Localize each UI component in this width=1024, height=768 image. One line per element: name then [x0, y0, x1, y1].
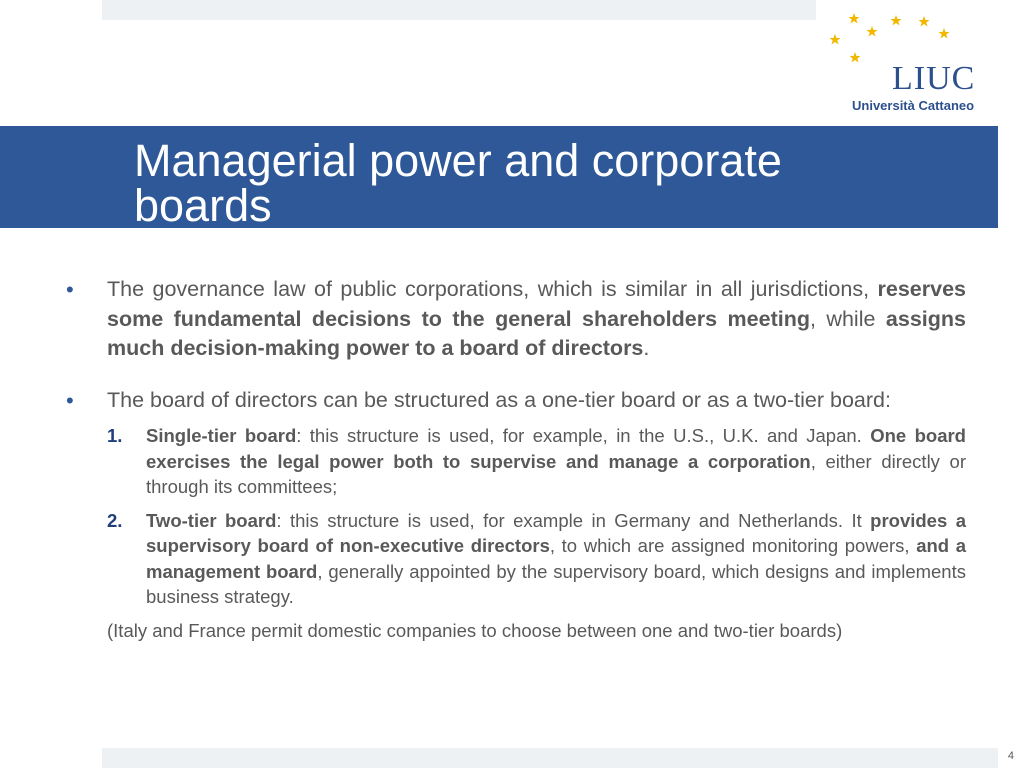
text-segment: : this structure is used, for example in Germany and Netherlands. It: [276, 509, 871, 531]
bullet-governance-law: [66, 275, 966, 364]
bullet-board-structure: [66, 386, 966, 416]
bold-text-segment: provides a supervisory board of non-executive directors: [146, 509, 966, 556]
bold-text-segment: and a management board: [146, 535, 967, 582]
bold-text-segment: assigns much decision-making power to a board of directors: [107, 306, 966, 360]
bold-text-segment: Two-tier board: [146, 509, 277, 531]
text-segment: , while: [809, 306, 886, 331]
list-number: 1.: [107, 425, 123, 446]
page-number: 4: [1007, 750, 1014, 762]
list-item-two-tier: [66, 508, 966, 610]
text-segment: , generally appointed by the supervisory board, which designs and implements business strategy.: [146, 560, 966, 607]
text-segment: , to which are assigned monitoring powers,: [549, 535, 917, 556]
slide-title: Managerial power and corporate boards: [134, 135, 782, 231]
list-item-text: [146, 510, 966, 608]
bullet-text: [107, 277, 966, 360]
italy-france-note: (Italy and France permit domestic companies to choose between one and two-tier boards): [107, 619, 843, 641]
logo-wordmark: LIUC: [892, 60, 976, 97]
text-segment: .: [643, 336, 650, 360]
list-item-single-tier: [66, 423, 966, 500]
bottom-decor-strip: [102, 748, 998, 768]
bold-text-segment: reserves some fundamental decisions to the general shareholders meeting: [107, 277, 966, 331]
bullet-dot-icon: •: [66, 277, 74, 302]
liuc-logo: [826, 10, 1006, 120]
slide-content: [66, 275, 966, 643]
text-segment: , either directly or through its committees;: [146, 450, 966, 497]
text-segment: : this structure is used, for example, in the U.S., U.K. and Japan.: [296, 425, 871, 446]
top-decor-strip: [102, 0, 816, 20]
bullet-intro: The board of directors can be structured as a one-tier board or as a two-tier board:: [107, 387, 891, 412]
bullet-dot-icon: •: [66, 387, 74, 413]
board-types-list: [66, 423, 966, 610]
list-item-text: [146, 425, 966, 497]
bold-text-segment: One board exercises the legal power both to supervise and manage a corporation: [146, 425, 966, 472]
bold-text-segment: Single-tier board: [146, 425, 297, 446]
text-segment: The governance law of public corporations, which is similar in all jurisdictions,: [107, 277, 878, 301]
logo-subtitle: Università Cattaneo: [852, 98, 975, 113]
list-number: 2.: [107, 509, 123, 531]
